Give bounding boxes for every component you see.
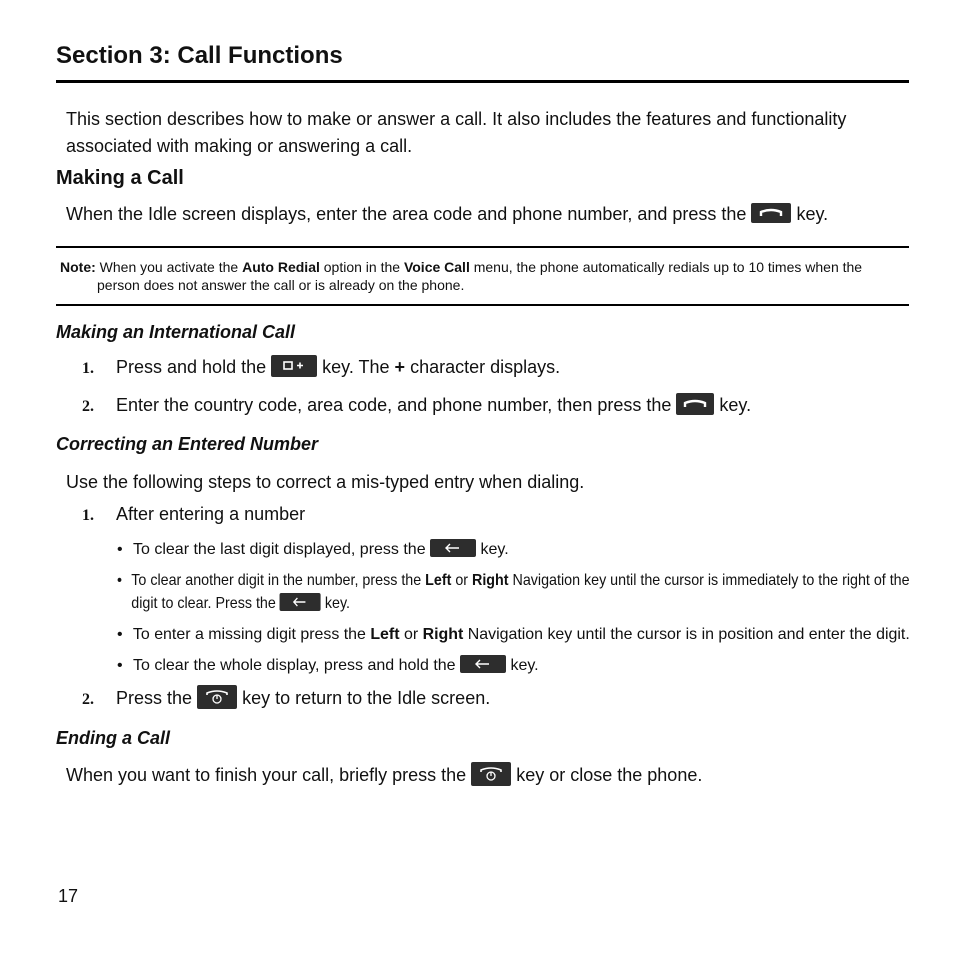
correcting-bullet-1: • To clear the last digit displayed, press the key. [117,538,907,561]
end-power-key-icon [471,762,511,786]
correcting-intro: Use the following steps to correct a mis-typed entry when dialing. [66,472,585,492]
section-title: Section 3: Call Functions [56,42,343,69]
note-top-rule [56,246,909,248]
ending-paragraph: When you want to finish your call, briefly press the key or close the phone. [66,762,702,789]
note-block [60,258,910,294]
correcting-bullet-4: • To clear the whole display, press and hold the key. [117,654,907,677]
end-power-key-icon [197,685,237,709]
zero-plus-key-icon [271,355,317,377]
title-rule [56,80,909,83]
correcting-bullet-3: • To enter a missing digit press the Left or Right Navigation key until the cursor is in position and enter the digit. [117,626,910,643]
note-line-2: person does not answer the call or is already on the phone. [97,277,465,293]
international-heading: Making an International Call [56,322,296,342]
note-line-1: Note: When you activate the Auto Redial option in the Voice Call menu, the phone automatically redials up to 10 times when the [60,259,863,275]
clear-back-arrow-key-icon [460,655,506,673]
clear-back-arrow-key-icon [430,539,476,557]
international-step-2: 2. Enter the country code, area code, and phone number, then press the key. [82,395,752,415]
page-number: 17 [58,886,79,906]
send-key-icon [676,393,714,415]
international-step-1: 1. Press and hold the key. The + character displays. [82,357,561,377]
correcting-step-2: 2. Press the key to return to the Idle screen. [82,685,490,713]
intro-paragraph: This section describes how to make or answer a call. It also includes the features and functionality associated with making or answering a call. [66,109,847,156]
clear-back-arrow-key-icon [280,593,321,611]
note-bottom-rule [56,304,909,306]
send-key-icon [751,203,791,223]
correcting-bullet-2: • To clear another digit in the number, press the Left or Right Navigation key until the cursor is immediately to the right of the digit to clear. Press the key. [117,572,910,612]
ending-heading: Ending a Call [56,728,171,748]
making-call-paragraph: When the Idle screen displays, enter the area code and phone number, and press the key. [66,204,829,224]
making-call-heading: Making a Call [56,167,184,189]
correcting-step-1: 1. After entering a number [82,504,306,524]
correcting-heading: Correcting an Entered Number [56,434,319,454]
